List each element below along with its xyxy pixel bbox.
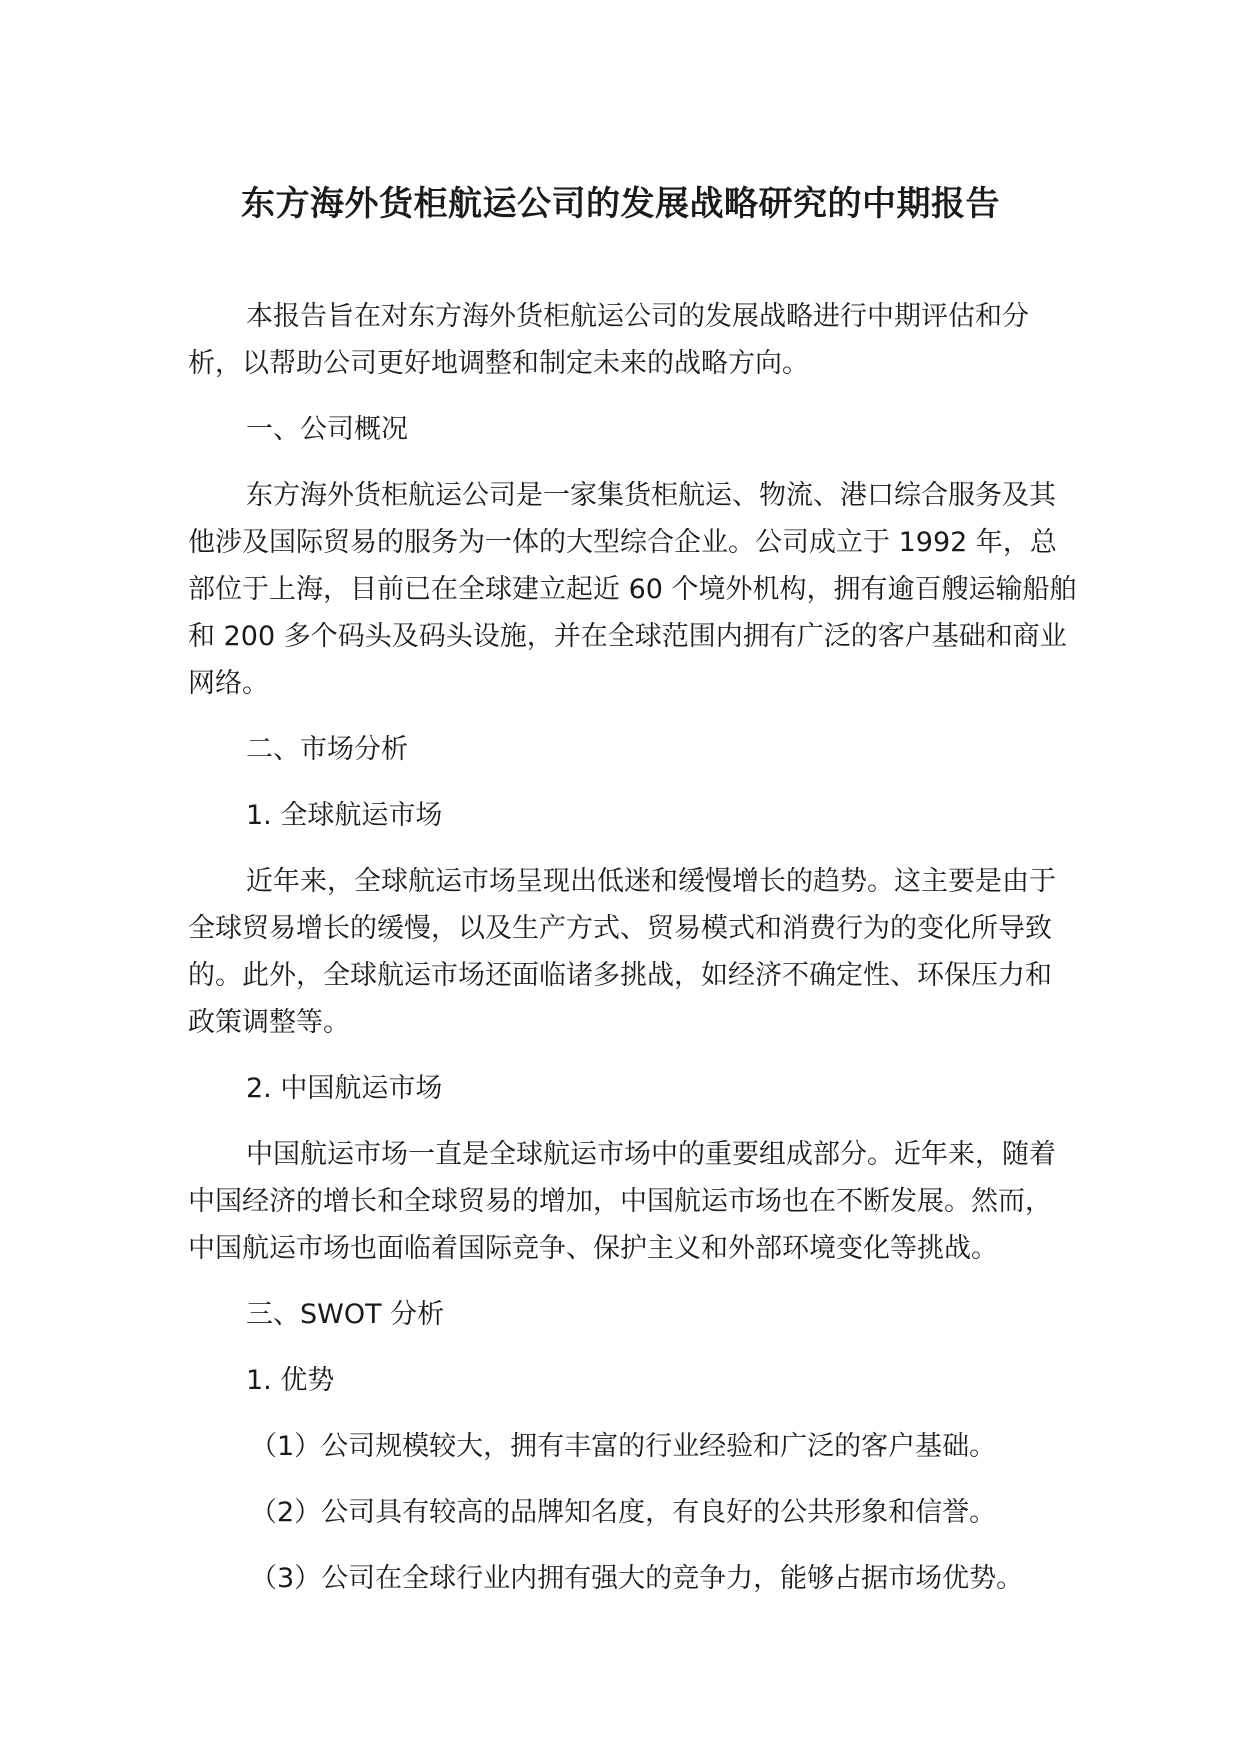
strength-item: （2）公司具有较高的品牌知名度，有良好的公共形象和信誉。 [250, 1497, 997, 1528]
china-market-paragraph: 中国航运市场一直是全球航运市场中的重要组成部分。近年来，随着中国经济的增长和全球贸易的增加，中国航运市场也在不断发展。然而，中国航运市场也面临着国际竞争、保护主义和外部环境变化等挑战。 [188, 1139, 1056, 1264]
subheading-strengths: 1. 优势 [246, 1365, 335, 1396]
strength-item: （3）公司在全球行业内拥有强大的竞争力，能够占据市场优势。 [250, 1563, 1024, 1594]
company-overview-paragraph: 东方海外货柜航运公司是一家集货柜航运、物流、港口综合服务及其他涉及国际贸易的服务为一体的大型综合企业。公司成立于 1992 年，总部位于上海，目前已在全球建立起近 60 个境外机构，拥有逾百艘运输船舶和 200 多个码头及码头设施，并在全球范围内拥有广泛的客户基础和商业网络。 [188, 480, 1077, 699]
global-market-paragraph: 近年来，全球航运市场呈现出低迷和缓慢增长的趋势。这主要是由于全球贸易增长的缓慢，以及生产方式、贸易模式和消费行为的变化所导致的。此外，全球航运市场还面临诸多挑战，如经济不确定性、环保压力和政策调整等。 [188, 866, 1056, 1038]
section-heading-swot: 三、SWOT 分析 [246, 1299, 445, 1330]
subheading-china-shipping-market: 2. 中国航运市场 [246, 1073, 443, 1104]
strength-item: （1）公司规模较大，拥有丰富的行业经验和广泛的客户基础。 [250, 1431, 997, 1462]
document-body [188, 293, 1078, 1621]
subheading-global-shipping-market: 1. 全球航运市场 [246, 800, 443, 831]
section-heading-company-overview: 一、公司概况 [246, 414, 408, 445]
document-title: 东方海外货柜航运公司的发展战略研究的中期报告 [241, 184, 1000, 224]
intro-paragraph: 本报告旨在对东方海外货柜航运公司的发展战略进行中期评估和分析，以帮助公司更好地调整和制定未来的战略方向。 [188, 301, 1029, 379]
section-heading-market-analysis: 二、市场分析 [246, 734, 408, 765]
